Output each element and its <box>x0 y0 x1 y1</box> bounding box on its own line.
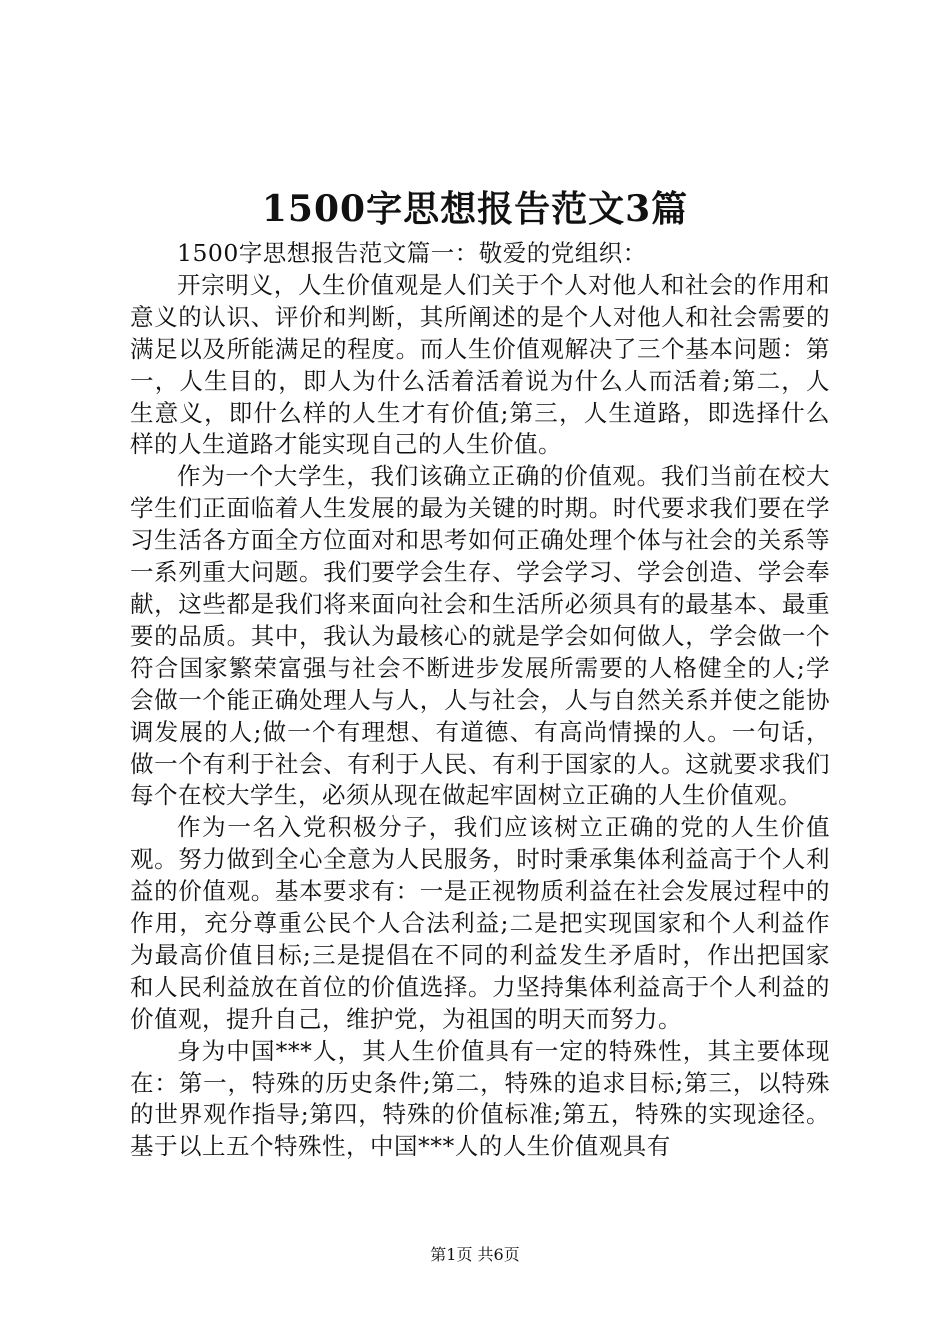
page-number-footer: 第1页 共6页 <box>430 1245 520 1264</box>
paragraph: 作为一个大学生，我们该确立正确的价值观。我们当前在校大学生们正面临着人生发展的最为关键的时期。时代要求我们要在学习生活各方面全方位面对和思考如何正确处理个体与社会的关系等一系列重大问题。我们要学会生存、学会学习、学会创造、学会奉献，这些都是我们将来面向社会和生活所必须具有的最基本、最重要的品质。其中，我认为最核心的就是学会如何做人，学会做一个符合国家繁荣富强与社会不断进步发展所需要的人格健全的人;学会做一个能正确处理人与人，人与社会，人与自然关系并使之能协调发展的人;做一个有理想、有道德、有高尚情操的人。一句话，做一个有利于社会、有利于人民、有利于国家的人。这就要求我们每个在校大学生，必须从现在做起牢固树立正确的人生价值观。 <box>130 462 830 810</box>
paragraph: 作为一名入党积极分子，我们应该树立正确的党的人生价值观。努力做到全心全意为人民服务，时时秉承集体利益高于个人利益的价值观。基本要求有：一是正视物质利益在社会发展过程中的作用，充分尊重公民个人合法利益;二是把实现国家和个人利益作为最高价值目标;三是提倡在不同的利益发生矛盾时，作出把国家和人民利益放在首位的价值选择。力坚持集体利益高于个人利益的价值观，提升自己，维护党，为祖国的明天而努力。 <box>130 813 830 1033</box>
document-body <box>130 238 830 1163</box>
paragraph: 开宗明义，人生价值观是人们关于个人对他人和社会的作用和意义的认识、评价和判断，其所阐述的是个人对他人和社会需要的满足以及所能满足的程度。而人生价值观解决了三个基本问题：第一，人生目的，即人为什么活着活着说为什么人而活着;第二，人生意义，即什么样的人生才有价值;第三，人生道路，即选择什么样的人生道路才能实现自己的人生价值。 <box>130 270 830 459</box>
document-title: 1500字思想报告范文3篇 <box>261 188 689 230</box>
paragraph-intro: 1500字思想报告范文篇一：敬爱的党组织： <box>177 239 647 267</box>
paragraph: 身为中国***人，其人生价值具有一定的特殊性，其主要体现在：第一，特殊的历史条件;第二，特殊的追求目标;第三，以特殊的世界观作指导;第四，特殊的价值标准;第五，特殊的实现途径。基于以上五个特殊性，中国***人的人生价值观具有 <box>130 1036 830 1161</box>
